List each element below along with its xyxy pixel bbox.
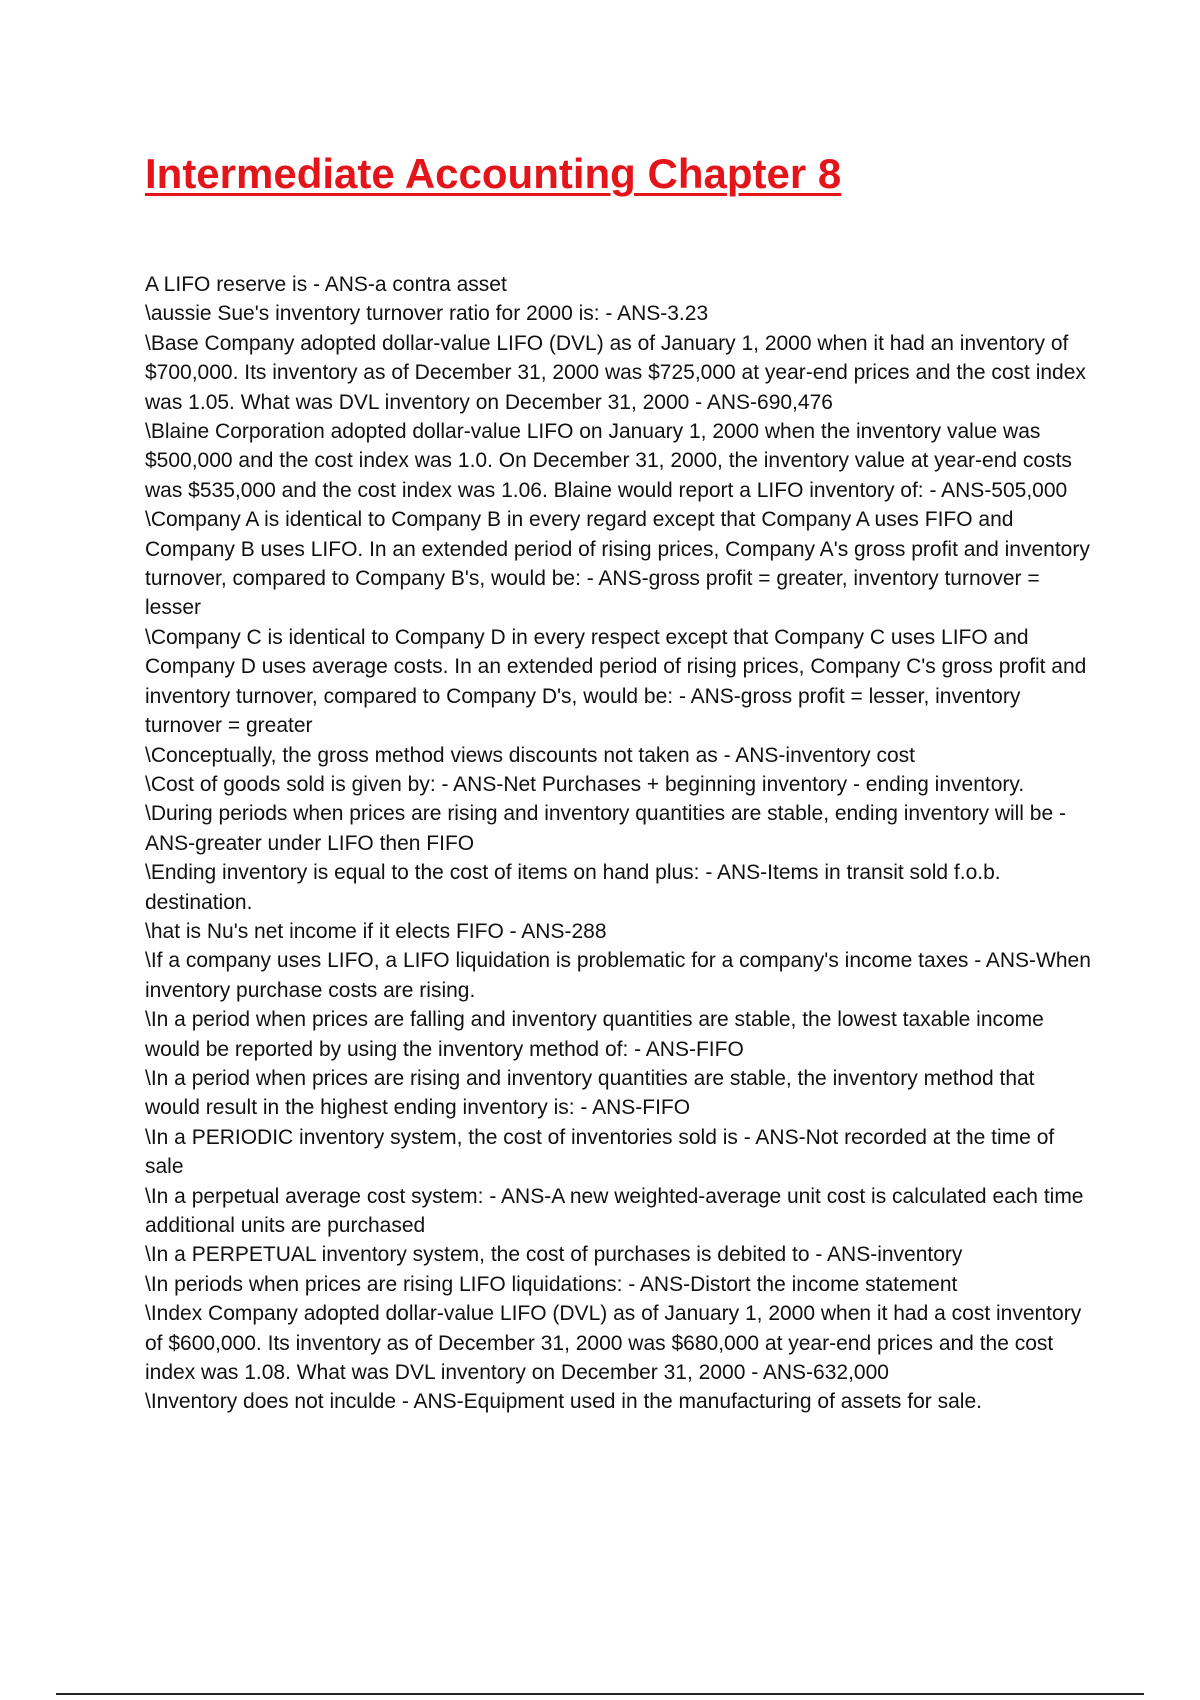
qa-entry: \In periods when prices are rising LIFO liquidations: - ANS-Distort the income statement [145, 1272, 958, 1296]
qa-entry: \Index Company adopted dollar-value LIFO (DVL) as of January 1, 2000 when it had a cost inventory of $600,000. Its inventory as of December 31, 2000 was $680,000 at year-end prices and the cost index was 1.08. What was DVL inventory on December 31, 2000 - ANS-632,000 [145, 1302, 1082, 1385]
qa-entry: \In a PERIODIC inventory system, the cost of inventories sold is - ANS-Not recorded at the time of sale [145, 1125, 1055, 1179]
qa-entry: A LIFO reserve is - ANS-a contra asset [145, 273, 507, 296]
qa-entry: \If a company uses LIFO, a LIFO liquidation is problematic for a company's income taxes - ANS-When inventory purchase costs are rising. [145, 949, 1091, 1002]
qa-entry: \During periods when prices are rising and inventory quantities are stable, ending inventory will be - ANS-greater under LIFO then FIFO [145, 802, 1066, 855]
qa-entry: \Cost of goods sold is given by: - ANS-Net Purchases + beginning inventory - ending inventory. [145, 772, 1025, 796]
qa-entry: \Company A is identical to Company B in every regard except that Company A uses FIFO and Company B uses LIFO. In an extended period of rising prices, Company A's gross profit and inventory turnover, compared to Company B's, would be: - ANS-gross profit = greater, inventory turnover = lesser [145, 508, 1090, 620]
qa-entry: \Blaine Corporation adopted dollar-value LIFO on January 1, 2000 when the inventory value was $500,000 and the cost index was 1.0. On December 31, 2000, the inventory value at year-end costs was $535,000 and the cost index was 1.06. Blaine would report a LIFO inventory of: - ANS-505,000 [145, 420, 1072, 502]
qa-entry: \Inventory does not inculde - ANS-Equipment used in the manufacturing of assets for sale. [145, 1390, 982, 1414]
qa-entry: \Ending inventory is equal to the cost of items on hand plus: - ANS-Items in transit sold f.o.b. destination. [145, 861, 1001, 914]
qa-entry: \In a period when prices are falling and inventory quantities are stable, the lowest taxable income would be reported by using the inventory method of: - ANS-FIFO [145, 1008, 1044, 1061]
qa-entry: \In a perpetual average cost system: - ANS-A new weighted-average unit cost is calculated each time additional units are purchased [145, 1184, 1084, 1237]
qa-entry: \In a PERPETUAL inventory system, the cost of purchases is debited to - ANS-inventory [145, 1243, 963, 1267]
qa-entry: \hat is Nu's net income if it elects FIFO - ANS-288 [145, 919, 607, 943]
qa-entry: \Base Company adopted dollar-value LIFO (DVL) as of January 1, 2000 when it had an inventory of $700,000. Its inventory as of December 31, 2000 was $725,000 at year-end prices and the cost index was 1.05. What was DVL inventory on December 31, 2000 - ANS-690,476 [145, 331, 1086, 414]
qa-entry: \In a period when prices are rising and inventory quantities are stable, the inventory method that would result in the highest ending inventory is: - ANS-FIFO [145, 1066, 1035, 1120]
qa-entry: \aussie Sue's inventory turnover ratio for 2000 is: - ANS-3.23 [145, 302, 709, 326]
qa-entry: \Company C is identical to Company D in every respect except that Company C uses LIFO and Company D uses average costs. In an extended period of rising prices, Company C's gross profit and inventory turnover, compared to Company D's, would be: - ANS-gross profit = lesser, inventory turnover = greater [145, 625, 1087, 738]
qa-list [145, 270, 1095, 1417]
qa-entry: \Conceptually, the gross method views discounts not taken as - ANS-inventory cost [145, 743, 915, 767]
document-title: Intermediate Accounting Chapter 8 [145, 150, 842, 197]
footer-rule [56, 1693, 1144, 1695]
